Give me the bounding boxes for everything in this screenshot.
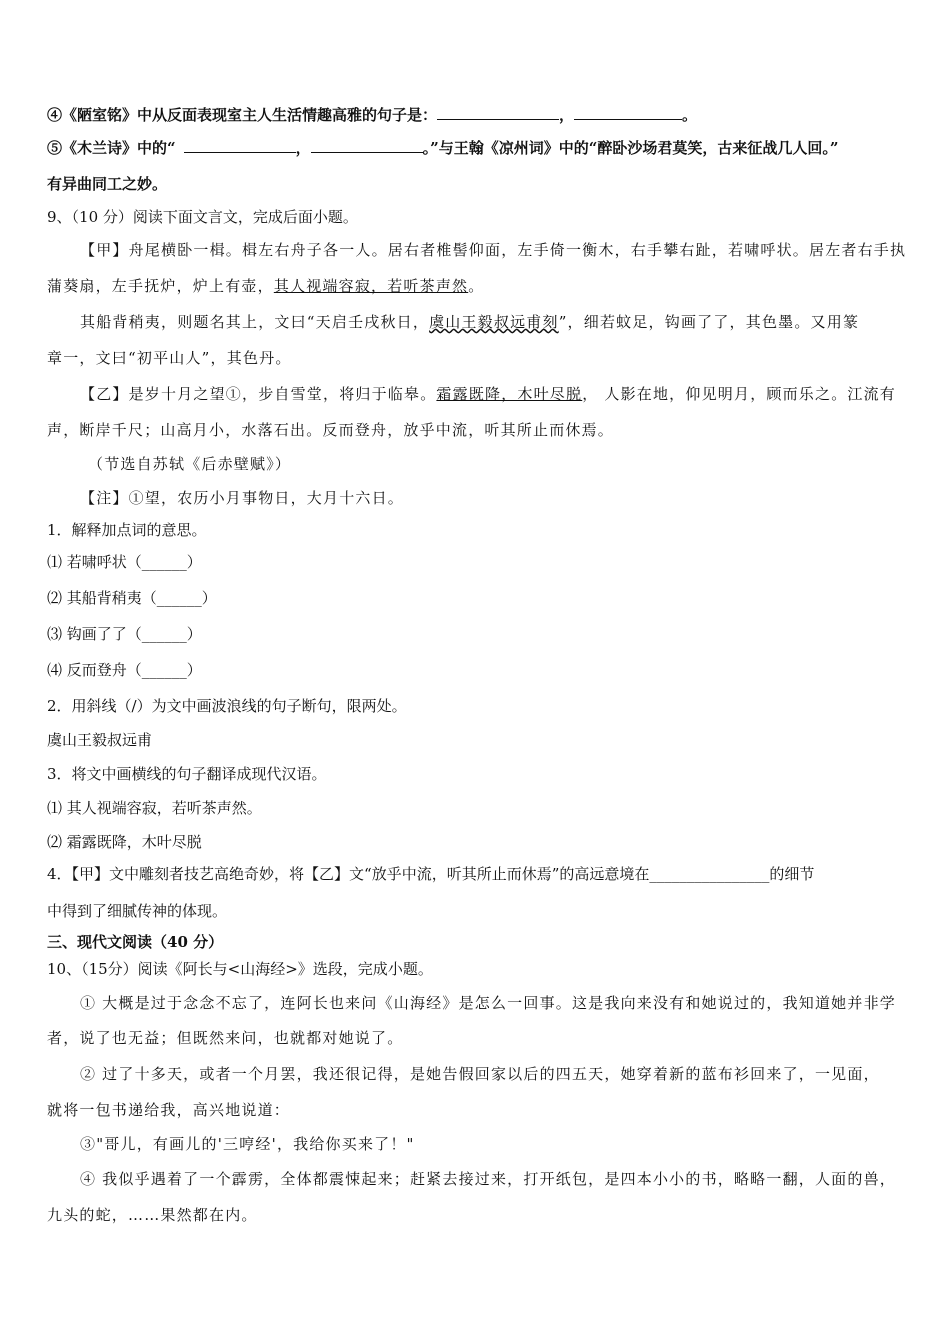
sub-question-4-line-2: 中得到了细腻传神的体现。: [47, 902, 228, 920]
sub-question-4-line-1: 4．【甲】文中雕刻者技艺高绝奇妙，将【乙】文“放乎中流，听其所止而休焉”的高远意境在________________的细节: [47, 865, 815, 883]
passage-p2-line-2: 就将一包书递给我，高兴地说道：: [47, 1101, 291, 1119]
q10-header: 10、（15分）阅读《阿长与<山海经>》选段，完成小题。: [47, 960, 433, 978]
sub-question-3-item: ⑵ 霜露既降，木叶尽脱: [47, 833, 202, 851]
q8-item-4: ④《陋室铭》中从反面表现室主人生活情趣高雅的句子是： ， 。: [47, 103, 697, 126]
passage-p4-line-1: ④ 我似乎遇着了一个霹雳，全体都震悚起来；赶紧去接过来，打开纸包，是四本小小的书，略略一翻，人面的兽，: [80, 1170, 896, 1188]
sub-question-1-title: 1．解释加点词的意思。: [47, 521, 207, 539]
source-citation: （节选自苏轼《后赤壁赋》）: [88, 455, 292, 473]
answer-blank[interactable]: [311, 136, 423, 153]
sub-question-2-sentence: 虞山王毅叔远甫: [47, 731, 153, 749]
answer-blank[interactable]: [184, 136, 296, 153]
yi-paragraph-line-1: 【乙】是岁十月之望①，步自雪堂，将归于临皋。霜露既降，木叶尽脱， 人影在地，仰见明月，顾而乐之。江流有: [80, 385, 896, 403]
section-title: 三、现代文阅读（40 分）: [47, 933, 224, 951]
jia-paragraph-1-line-1: 【甲】舟尾横卧一楫。楫左右舟子各一人。居右者椎髻仰面，左手倚一衡木，右手攀右趾，若啸呼状。居左者右手执: [80, 241, 907, 259]
jia-paragraph-1-line-2: 蒲葵扇，左手抚炉，炉上有壶，其人视端容寂，若听茶声然。: [47, 277, 485, 295]
sub-question-1-item[interactable]: ⑷ 反而登舟（______）: [47, 661, 202, 679]
annotation-note: 【注】①望，农历小月事物日，大月十六日。: [80, 489, 405, 507]
jia-paragraph-2-line-2: 章一，文曰“初平山人”，其色丹。: [47, 349, 292, 367]
sub-question-3-item: ⑴ 其人视端容寂，若听茶声然。: [47, 799, 262, 817]
jia-paragraph-2-line-1: 其船背稍夷，则题名其上，文曰“天启壬戌秋日，虞山王毅叔远甫刻”，细若蚊足，钩画了了，其色墨。又用篆: [80, 313, 860, 331]
underlined-sentence: 其人视端容寂，若听茶声然: [273, 277, 469, 295]
passage-p4-line-2: 九头的蛇，……果然都在内。: [47, 1206, 258, 1224]
sub-question-2-title: 2．用斜线（/）为文中画波浪线的句子断句，限两处。: [47, 697, 407, 715]
q8-item-5-continued: 有异曲同工之妙。: [47, 175, 168, 193]
q8-item-5: ⑤《木兰诗》中的“ ， 。”与王翰《凉州词》中的“醉卧沙场君莫笑，古来征战几人回。”: [47, 136, 839, 159]
wavy-sentence: 虞山王毅叔远甫刻: [429, 313, 559, 331]
sub-question-1-item[interactable]: ⑴ 若啸呼状（______）: [47, 553, 202, 571]
sub-question-3-title: 3．将文中画横线的句子翻译成现代汉语。: [47, 765, 327, 783]
answer-blank[interactable]: [574, 103, 682, 120]
passage-p2-line-1: ② 过了十多天，或者一个月罢，我还很记得，是她告假回家以后的四五天，她穿着新的蓝布衫回来了，一见面，: [80, 1065, 880, 1083]
underlined-sentence: 霜露既降，木叶尽脱: [436, 385, 583, 403]
answer-blank[interactable]: [437, 103, 559, 120]
passage-p1-line-1: ① 大概是过于念念不忘了，连阿长也来问《山海经》是怎么一回事。这是我向来没有和她说过的，我知道她并非学: [80, 994, 896, 1012]
answer-blank[interactable]: ________________: [649, 865, 770, 883]
yi-paragraph-line-2: 声，断岸千尺；山高月小，水落石出。反而登舟，放乎中流，听其所止而休焉。: [47, 421, 615, 439]
sub-question-1-item[interactable]: ⑶ 钩画了了（______）: [47, 625, 202, 643]
passage-p1-line-2: 者，说了也无益；但既然来问，也就都对她说了。: [47, 1029, 404, 1047]
sub-question-1-item[interactable]: ⑵ 其船背稍夷（______）: [47, 589, 217, 607]
passage-p3: ③"哥儿，有画儿的'三哼经'，我给你买来了！": [80, 1135, 415, 1153]
q9-header: 9、（10 分）阅读下面文言文，完成后面小题。: [47, 208, 358, 226]
